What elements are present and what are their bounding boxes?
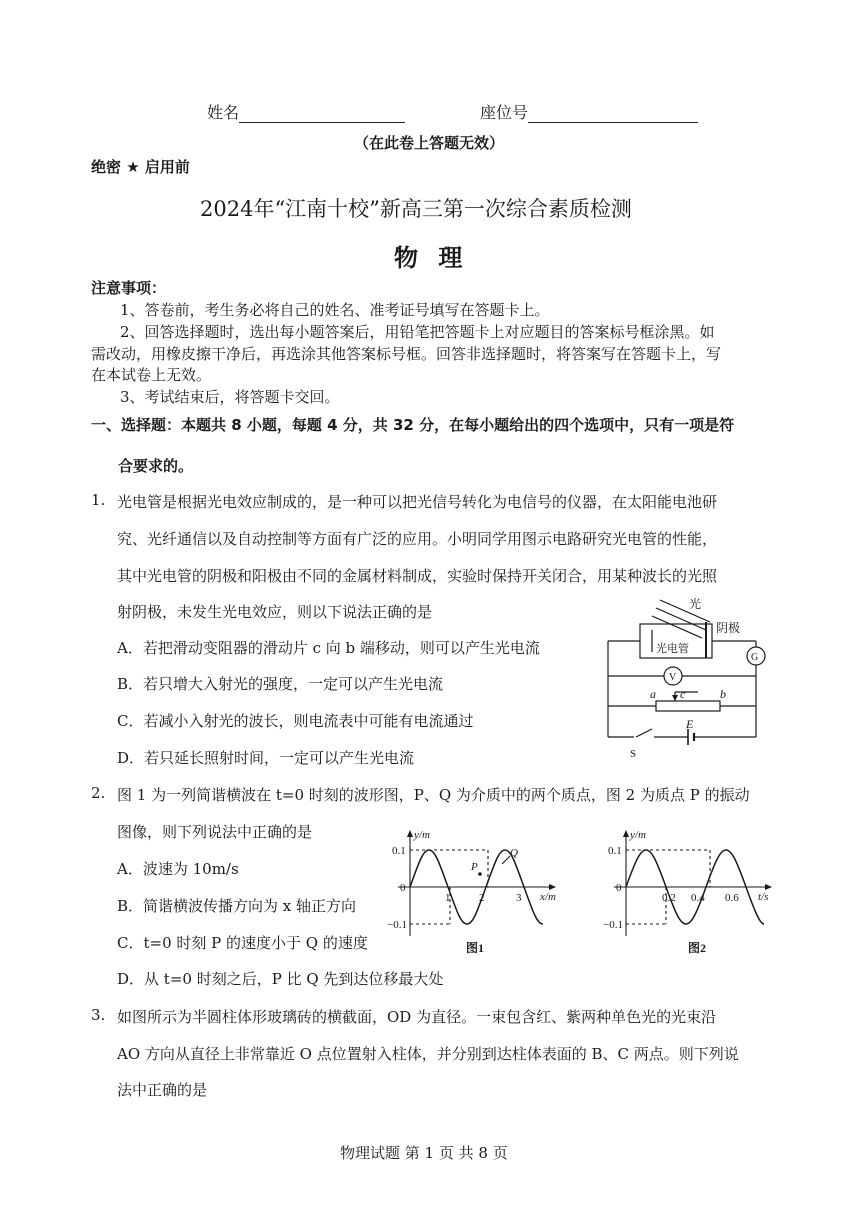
label-light: 光 — [689, 597, 702, 611]
light-ray — [652, 616, 702, 638]
figure1-wave-graph — [368, 826, 568, 960]
slider-arrow — [672, 695, 678, 701]
label-b: b — [720, 687, 726, 701]
fig2-ytick: 0.1 — [608, 845, 622, 857]
point-p — [478, 872, 482, 876]
label-e: E — [686, 717, 694, 731]
label-g: G — [751, 652, 759, 663]
option-b: B．若只增大入射光的强度，一定可以产生光电流 — [117, 675, 444, 693]
question-stem: 如图所示为半圆柱体形玻璃砖的横截面，OD 为直径。一束包含红、紫两种单色光的光束沿 — [117, 1008, 717, 1026]
question-stem: 法中正确的是 — [117, 1081, 208, 1099]
option-a: A．波速为 10m/s — [117, 860, 239, 878]
instruction-item: 1、答卷前，考生务必将自己的姓名、准考证号填写在答题卡上。 — [120, 301, 550, 319]
fig1-caption: 图1 — [466, 941, 485, 955]
fig2-ytick: −0.1 — [603, 919, 623, 931]
instructions-heading: 注意事项： — [91, 279, 167, 297]
question-number: 1. — [91, 491, 106, 509]
switch-s — [636, 729, 652, 737]
secret-label: 绝密 ★ 启用前 — [91, 158, 190, 176]
question-stem: AO 方向从直径上非常靠近 O 点位置射入柱体，并分别到达柱体表面的 B、C 两点。则下列说 — [117, 1045, 739, 1063]
seat-label: 座位号 — [480, 103, 529, 122]
seat-blank — [528, 106, 698, 123]
light-ray — [656, 608, 706, 630]
question-stem: 其中光电管的阴极和阳极由不同的金属材料制成，实验时保持开关闭合，用某种波长的光照 — [117, 567, 718, 585]
fig2-xlabel: t/s — [758, 891, 769, 903]
option-d: D．若只延长照射时间，一定可以产生光电流 — [117, 749, 415, 767]
question-stem: 射阴极，未发生光电效应，则以下说法正确的是 — [117, 603, 433, 621]
instruction-item: 在本试卷上无效。 — [91, 366, 212, 384]
instruction-item: 3、考试结束后，将答题卡交回。 — [120, 388, 340, 406]
exam-title: 2024年“江南十校”新高三第一次综合素质检测 — [200, 197, 632, 221]
label-c: c — [680, 687, 686, 701]
fig1-xtick: 1 — [445, 892, 451, 904]
label-phototube: 光电管 — [656, 643, 689, 655]
label-a: a — [650, 687, 656, 701]
question-stem: 图像，则下列说法中正确的是 — [117, 823, 313, 841]
name-blank — [239, 106, 405, 123]
fig2-ytick: 0 — [616, 882, 622, 894]
fig1-xlabel: x/m — [540, 891, 556, 903]
answer-notice: （在此卷上答题无效） — [354, 134, 505, 152]
label-s: S — [630, 748, 637, 760]
section-heading-cont: 合要求的。 — [118, 457, 194, 475]
fig1-xtick: 3 — [516, 892, 522, 904]
instruction-item: 需改动，用橡皮擦干净后，再选涂其他答案标号框。回答非选择题时，将答案写在答题卡上，写 — [91, 345, 722, 363]
fig2-ylabel: y/m — [630, 829, 646, 841]
label-p: P — [471, 861, 478, 873]
label-q: Q — [510, 847, 518, 859]
question-stem: 图 1 为一列简谐横波在 t=0 时刻的波形图，P、Q 为介质中的两个质点，图 2 为质点 P 的振动 — [117, 786, 750, 804]
option-c: C．若减小入射光的波长，则电流表中可能有电流通过 — [117, 712, 474, 730]
instruction-item: 2、回答选择题时，选出每小题答案后，用铅笔把答题卡上对应题目的答案标号框涂黑。如 — [120, 323, 715, 341]
fig1-ytick: 0.1 — [392, 845, 406, 857]
fig1-ytick: −0.1 — [387, 919, 407, 931]
subject-title: 物 理 — [394, 244, 469, 272]
fig2-xtick: 0.6 — [725, 892, 739, 904]
fig1-ylabel: y/m — [414, 829, 430, 841]
section-heading: 一、选择题：本题共 8 小题，每题 4 分，共 32 分，在每小题给出的四个选项中，只有一项是符 — [91, 416, 735, 434]
question-number: 3. — [91, 1006, 106, 1024]
name-label: 姓名 — [207, 103, 240, 122]
option-c: C．t=0 时刻 P 的速度小于 Q 的速度 — [117, 934, 368, 952]
photocell-circuit-diagram — [598, 592, 778, 767]
fig1-ytick: 0 — [400, 882, 406, 894]
rheostat — [656, 701, 720, 711]
light-ray — [660, 600, 710, 622]
label-v: V — [669, 672, 677, 683]
fig2-xtick: 0.2 — [662, 892, 676, 904]
figure2-vibration-graph — [592, 826, 782, 960]
name-field — [207, 100, 405, 123]
option-b: B．简谐横波传播方向为 x 轴正方向 — [117, 897, 357, 915]
question-stem: 究、光纤通信以及自动控制等方面有广泛的应用。小明同学用图示电路研究光电管的性能， — [117, 530, 718, 548]
question-number: 2. — [91, 784, 106, 802]
fig1-xtick: 2 — [479, 892, 485, 904]
label-cathode: 阴极 — [716, 621, 741, 635]
page-footer: 物理试题 第 1 页 共 8 页 — [340, 1144, 508, 1162]
seat-field — [480, 100, 698, 123]
question-stem: 光电管是根据光电效应制成的，是一种可以把光信号转化为电信号的仪器，在太阳能电池研 — [117, 493, 718, 511]
option-d: D．从 t=0 时刻之后，P 比 Q 先到达位移最大处 — [117, 970, 444, 988]
fig2-caption: 图2 — [688, 941, 707, 955]
fig2-xtick: 0.4 — [691, 892, 705, 904]
option-a: A．若把滑动变阻器的滑动片 c 向 b 端移动，则可以产生光电流 — [117, 639, 540, 657]
